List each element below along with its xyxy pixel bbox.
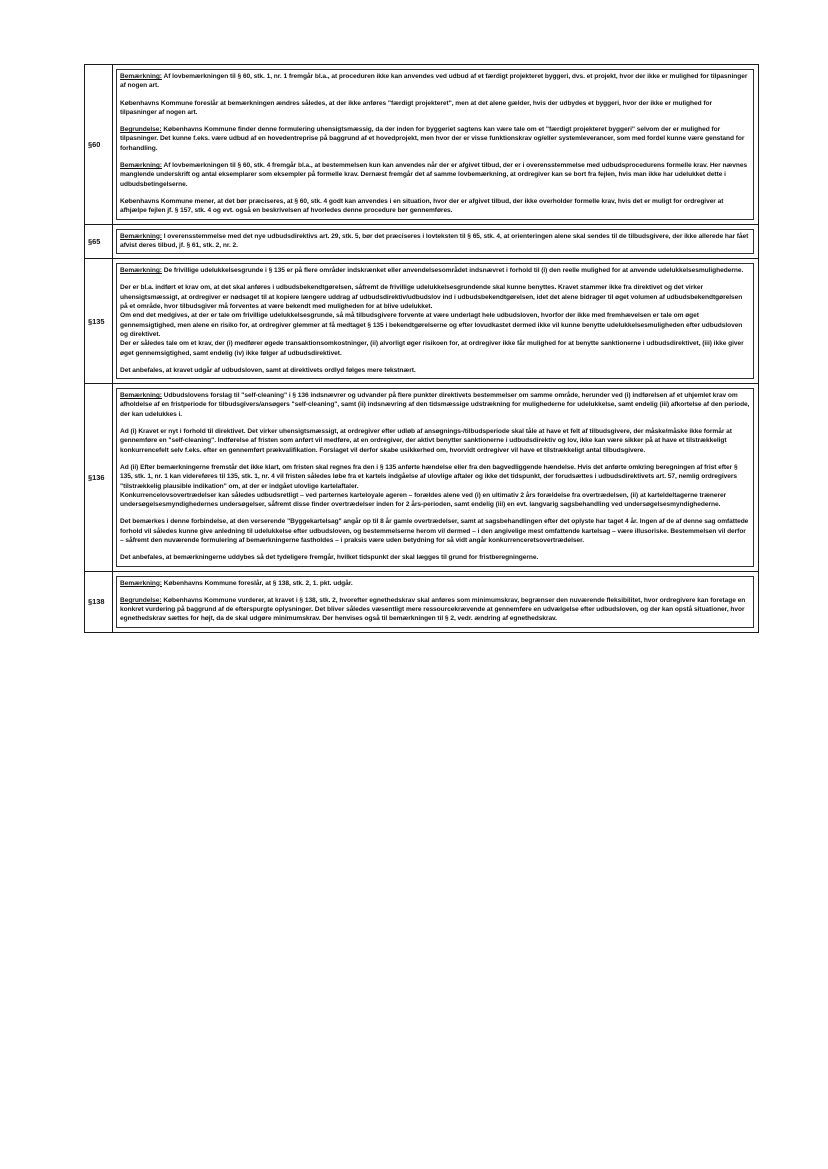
section-number: §136 <box>85 384 113 571</box>
comment-box <box>116 69 754 220</box>
paragraph-text: Af lovbemærkningen til § 60, stk. 1, nr. 1 fremgår bl.a., at proceduren ikke kan anvendes ved udbud af et færdigt projekteret byggeri, dvs. et projekt, hvor der ikke er mulighed for tilpasninger af nogen art. <box>120 73 748 90</box>
paragraph-text: Det anbefales, at bemærkningerne uddybes så det tydeligere fremgår, hvilket tidspunkt der skal lægges til grund for fristberegningerne. <box>120 554 539 562</box>
paragraph-text: Det bemærkes i denne forbindelse, at den verserende "Byggekartelsag" angår op til 8 år gamle overtrædelser, samt at sagsbehandlingen efter det oplyste har taget 4 år. Ingen af de af denne sag omfattede forhold vil således kunne give anledning til udelukkelse efter udbudsloven, og bestemmelserne herom vil dermed – i den angivelige mest omfattende kartelsag – være illusoriske. Bestemmelsen vil derfor – såfremt den nuværende formulering af bemærkningerne fastholdes – i praksis være uden betydning for så vidt angår konkurrenceretsovertrædelser. <box>120 518 749 544</box>
paragraph-label: Bemærkning: <box>120 162 162 170</box>
comment-paragraph <box>120 197 750 216</box>
comment-box <box>116 263 754 379</box>
comment-paragraph <box>120 161 750 189</box>
table-row <box>85 259 759 384</box>
paragraph-text: Udbudslovens forslag til "self-cleaning" i § 136 indsnævrer og udvander på flere punkter direktivets bestemmelser om samme område, herunder ved (i) indførelsen af et uhjemlet krav om afholdelse af en fristperiode for tilbudsgivers/ansøgers "self-cleaning", samt (ii) indsnævring af den tidsmæssige udstrækning for mulighederne for udelukkelse, samt endelig (iii) afkortelse af den periode, der kan udelukkes i. <box>120 392 750 418</box>
paragraph-label: Bemærkning: <box>120 392 162 400</box>
paragraph-text: Der er bl.a. indført et krav om, at det skal anføres i udbudsbekendtgørelsen, såfremt de frivillige udelukkelsesgrundende skal kunne benyttes. Kravet stammer ikke fra direktivet og det virker uhensigtsmæssigt, at ordregiver er nødsaget til at kopiere længere uddrag af udbudsdirektiv/udbudslov ind i udbudsbekendtgørelsen, idet det alene bidrager til øget volumen af udbudsbekendtgørelsen på et område, hvor tilbudsgiver må forventes at være bekendt med muligheden for at blive udelukket. Om end det medgives, at der er tale om frivillige udelukkelsesgrunde, så må tilbudsgivere forvente at være underlagt hele udbudsloven, hvorfor der ikke med fremhævelsen er tale om øget gennemsigtighed, men alene en risiko for, at ordregiver glemmer at få medtaget § 135 i bekendtgørelserne og efter lovudkastet dermed ikke vil kunne benytte udelukkelsesmuligheden efter udbudsloven og direktivet. Der er således tale om et krav, der (i) medfører øgede transaktionsomkostninger, (ii) alvorligt øger risikoen for, at ordregiver ikke får mulighed for at benytte sanktionerne i udbudsdirektivet, (iii) ikke giver øget gennemsigtighed, samt endelig (iv) ikke følger af udbudsdirektivet. <box>120 284 744 357</box>
paragraph-label: Bemærkning: <box>120 73 162 80</box>
table-row <box>85 224 759 259</box>
section-number: §135 <box>85 259 113 384</box>
comment-paragraph <box>120 99 750 118</box>
table-row <box>85 384 759 571</box>
paragraph-text: Ad (i) Kravet er nyt i forhold til direktivet. Det virker uhensigtsmæssigt, at ordregiver efter udløb af ansøgnings-/tilbudsperiode skal tåle at have et felt af tilbudsgivere, der måske/måske ikke formår at gennemføre en "self-cleaning". Indførelse af fristen som anført vil medføre, at en ordregiver, der aktivt benytter sanktionerne i udbudsdirektiv og lov, ikke kan være sikker på at have et tilstrækkeligt konkurrencefelt selv f.eks. efter en gennemført prækvalifikation. Forslaget vil derfor skabe usikkerhed om, hvorvidt ordregiver vil have et tilstrækkeligt antal tilbudsgivere. <box>120 428 732 454</box>
comment-cell <box>113 384 759 571</box>
table-body <box>85 65 759 633</box>
paragraph-text: Københavns Kommune foreslår, at § 138, stk. 2, 1. pkt. udgår. <box>161 579 353 587</box>
comment-paragraph <box>120 391 750 419</box>
paragraph-label: Bemærkning: <box>120 579 162 587</box>
paragraph-label: Bemærkning: <box>120 232 162 240</box>
table-row <box>85 571 759 632</box>
comment-cell <box>113 65 759 225</box>
comment-cell <box>113 259 759 384</box>
comment-paragraph <box>120 283 750 357</box>
comment-paragraph <box>120 125 750 153</box>
comment-paragraph <box>120 517 750 545</box>
comment-cell <box>113 571 759 632</box>
paragraph-text: Ad (ii) Efter bemærkningerne fremstår det ikke klart, om fristen skal regnes fra den i § 135 anførte hændelse eller fra den bagvedliggende hændelse. Hvis det anførte omkring beregningen af frist efter § 135, stk. 1, nr. 1 kan videreføres til 135, stk. 1, nr. 4 vil fristen således løbe fra et kartels indgåelse af ulovlige aftaler og ikke det tidspunkt, der forudsættes i udbudsdirektivets art. 57, nemlig ordregivers "tilstrækkelig plausible indikation" om, at der er indgået ulovlige kartelaftaler. Konkurrencelovsovertrædelser kan således udbudsretligt – ved parternes karteloyale ageren – forældes alene ved (i) en ultimativ 2 års forældelse fra overtrædelsen, (ii) at karteldeltagerne trænerer undersøgelsesmyndighedernes undersøgelser, såfremt disse finder overtrædelser inden for 2 års-perioden, samt endelig (iii) en evt. langvarig sagsbehandling ved undersøgelsesmyndighederne. <box>120 463 738 509</box>
paragraph-text: I overensstemmelse med det nye udbudsdirektivs art. 29, stk. 5, bør det præciseres i lovteksten til § 65, stk. 4, at orienteringen alene skal sendes til de tilbudsgivere, der ikke allerede har fået afvist deres tilbud, jf. § 61, stk. 2, nr. 2. <box>120 232 749 249</box>
paragraph-text: De frivillige udelukkelsesgrunde i § 135 er på flere områder indskrænket eller anvendelsesområdet indsnævret i forhold til (i) den reelle mulighed for at anvende udelukkelsesmulighederne. <box>161 267 744 275</box>
paragraph-text: Det anbefales, at kravet udgår af udbudsloven, samt at direktivets ordlyd følges mere tekstnært. <box>120 366 416 374</box>
paragraph-text: Af lovbemærkningen til § 60, stk. 4 fremgår bl.a., at bestemmelsen kun kan anvendes når der er afgivet tilbud, der er i overensstemmelse med udbudsprocedurens formelle krav. Her nævnes manglende underskrift og antal eksemplarer som eksempler på formelle krav. Dernæst fremgår det af samme lovbemærkning, at ordregiver kan se bort fra fejlen, hvis man ikke har udelukket dette i udbudsbetingelserne. <box>120 162 748 188</box>
comment-paragraph <box>120 579 750 588</box>
paragraph-text: Københavns Kommune finder denne formulering uhensigtsmæssig, da der inden for byggeriet sagtens kan være tale om et "færdigt projekteret byggeri" selvom der er mulighed for tilpasninger. Det kunne f.eks. være udbud af en hovedentreprise på baggrund af et hovedprojekt, men hvor der er visse funktionskrav og/eller systemleverancer, som med fordel kunne være genstand for forhandling. <box>120 126 745 152</box>
paragraph-text: Københavns Kommune vurderer, at kravet i § 138, stk. 2, hvorefter egnethedskrav skal anføres som minimumskrav, begrænser den nuværende fleksibilitet, hvor ordregivere kan foretage en konkret vurdering på baggrund af de efterspurgte oplysninger. Det bliver således væsentligt mere ressourcekrævende at gennemføre en udvælgelse efter udbudsloven, og der kan opstå situationer, hvor egnethedskrav sættes for højt, da de skal udgøre minimumskrav. Der henvises også til bemærkningen til § 2, vedr. ændring af egnethedskrav. <box>120 596 746 623</box>
paragraph-label: Begrundelse: <box>120 126 162 134</box>
comment-cell <box>113 224 759 259</box>
table-row <box>85 65 759 225</box>
comment-box <box>116 576 754 628</box>
paragraph-label: Begrundelse: <box>120 596 162 604</box>
section-number: §60 <box>85 65 113 225</box>
comment-paragraph <box>120 463 750 509</box>
comment-box <box>116 388 754 566</box>
comment-paragraph <box>120 427 750 455</box>
paragraph-text: Københavns Kommune mener, at det bør præciseres, at § 60, stk. 4 godt kan anvendes i en situation, hvor der er afgivet tilbud, der ikke overholder formelle krav, hvis det er muligt for ordregiver at afhjælpe fejlen jf. § 157, stk. 4 og evt. også en beskrivelsen af hvorledes denne procedure bør gennemføres. <box>120 197 724 215</box>
comment-paragraph <box>120 232 750 251</box>
section-number: §138 <box>85 571 113 632</box>
comment-paragraph <box>120 596 750 624</box>
comment-box <box>116 229 754 255</box>
comment-paragraph <box>120 553 750 562</box>
consultation-table <box>84 64 759 633</box>
section-number: §65 <box>85 224 113 259</box>
document-page <box>84 64 759 633</box>
paragraph-text: Københavns Kommune foreslår at bemærkningen ændres således, at der ikke anføres "færdigt projekteret", men at det alene gælder, hvis der udbydes et byggeri, hvor der ikke er mulighed for tilpasninger af nogen art. <box>120 99 713 116</box>
comment-paragraph <box>120 266 750 275</box>
comment-paragraph <box>120 366 750 375</box>
paragraph-label: Bemærkning: <box>120 267 162 275</box>
comment-paragraph <box>120 72 750 91</box>
